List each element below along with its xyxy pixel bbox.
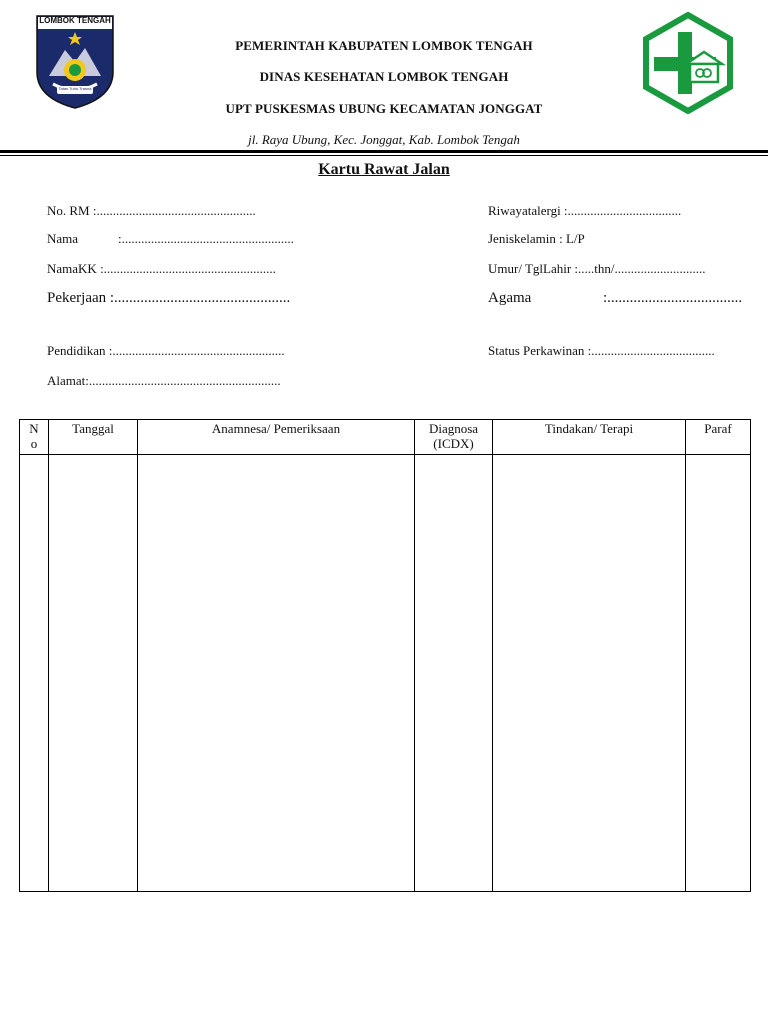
field-pendidikan: Pendidikan :..................................................... (47, 343, 285, 358)
field-umur: Umur/ TglLahir :.....thn/............................ (488, 261, 706, 276)
column-header-no-line1: N (29, 421, 39, 436)
cell-diagnosa[interactable] (415, 455, 493, 892)
field-agama-value: :.................................... (603, 290, 743, 306)
column-header-tanggal: Tanggal (49, 420, 138, 455)
cell-tindakan[interactable] (493, 455, 686, 892)
cell-tanggal[interactable] (49, 455, 138, 892)
cell-paraf[interactable] (686, 455, 751, 892)
field-alamat: Alamat:........................................................... (47, 373, 281, 388)
column-header-diagnosa (415, 420, 493, 455)
header-rule-thin (0, 155, 768, 156)
field-jenis-kelamin: Jeniskelamin : L/P (488, 231, 585, 246)
field-no-rm: No. RM :................................................. (47, 203, 256, 218)
header-government-line: PEMERINTAH KABUPATEN LOMBOK TENGAH (235, 38, 533, 53)
table-header-row (20, 420, 751, 455)
column-header-anamnesa: Anamnesa/ Pemeriksaan (138, 420, 415, 455)
field-agama-label: Agama (488, 290, 532, 306)
lombok-tengah-emblem-icon (35, 14, 115, 110)
column-header-diagnosa-line1: Diagnosa (428, 421, 479, 436)
field-pekerjaan: Pekerjaan :............................................... (47, 290, 291, 306)
treatment-log-table (19, 419, 751, 892)
column-header-no-line2: o (30, 436, 38, 451)
left-logo-text: LOMBOK TENGAH (39, 16, 111, 25)
header-rule-thick (0, 150, 768, 153)
form-title: Kartu Rawat Jalan (318, 161, 450, 178)
left-logo-ribbon: Tatas Tuhu Trasna (58, 86, 92, 91)
table-row (20, 455, 751, 892)
header-department-line: DINAS KESEHATAN LOMBOK TENGAH (259, 69, 509, 84)
header-address: jl. Raya Ubung, Kec. Jonggat, Kab. Lombok Tengah (248, 132, 520, 147)
field-riwayat-alergi: Riwayatalergi :................................... (488, 203, 682, 218)
field-status-perkawinan: Status Perkawinan :...................................... (488, 343, 715, 358)
puskesmas-logo-icon (640, 12, 736, 114)
header-puskesmas-line: UPT PUSKESMAS UBUNG KECAMATAN JONGGAT (225, 101, 543, 116)
field-nama-value: :..................................................... (118, 231, 294, 246)
field-nama-kk: NamaKK :..................................................... (47, 261, 276, 276)
field-nama-label: Nama (47, 231, 79, 246)
column-header-paraf: Paraf (686, 420, 751, 455)
column-header-no (20, 420, 49, 455)
cell-anamnesa[interactable] (138, 455, 415, 892)
cell-no[interactable] (20, 455, 49, 892)
column-header-diagnosa-line2: (ICDX) (433, 436, 474, 451)
column-header-tindakan: Tindakan/ Terapi (493, 420, 686, 455)
